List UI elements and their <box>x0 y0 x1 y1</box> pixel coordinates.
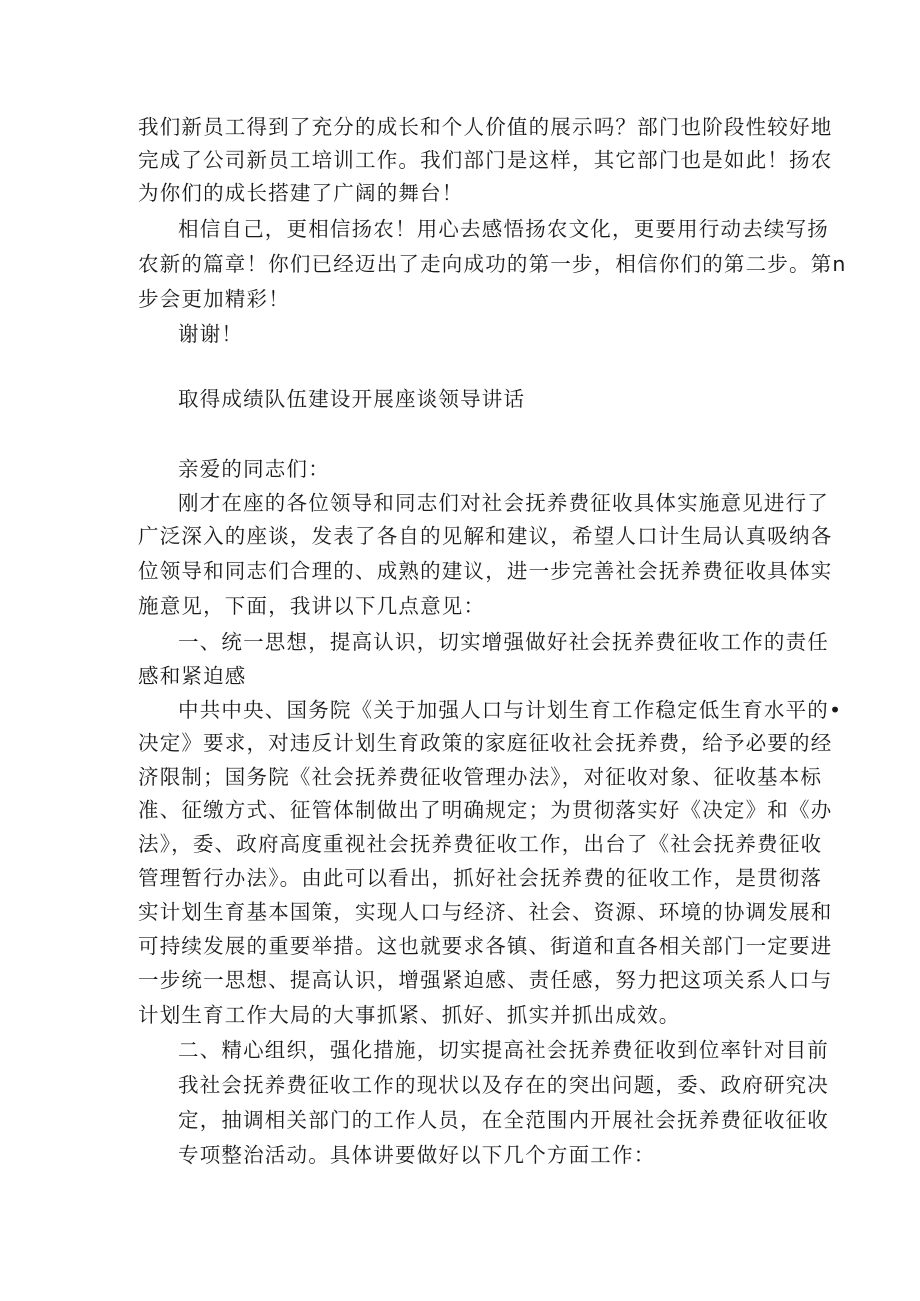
text-line: 位领导和同志们合理的、成熟的建议，进一步完善社会抚养费征收具体实 <box>138 559 833 583</box>
text-line: 济限制；国务院《社会抚养费征收管理办法》，对征收对象、征收基本标 <box>138 765 823 789</box>
text-line: 完成了公司新员工培训工作。我们部门是这样，其它部门也是如此！扬农 <box>138 148 833 172</box>
section-title: 取得成绩队伍建设开展座谈领导讲话 <box>178 387 526 411</box>
text-line: 施意见，下面，我讲以下几点意见： <box>138 594 486 618</box>
text-line: 定，抽调相关部门的工作人员，在全范围内开展社会抚养费征收征收 <box>178 1108 829 1132</box>
text-line: 专项整治活动。具体讲要做好以下几个方面工作： <box>178 1143 656 1167</box>
text-line: 为你们的成长搭建了广阔的舞台！ <box>138 181 464 205</box>
salutation: 亲爱的同志们： <box>178 457 330 481</box>
text-line: 广泛深入的座谈，发表了各自的见解和建议，希望人口计生局认真吸纳各 <box>138 524 833 548</box>
text-line: 感和紧迫感 <box>138 664 247 688</box>
text-line: 二、精心组织，强化措施，切实提高社会抚养费征收到位率针对目前 <box>178 1038 829 1062</box>
text-line: 农新的篇章！你们已经迈出了走向成功的第一步，相信你们的第二步。第n <box>138 252 847 276</box>
text-line: 我们新员工得到了充分的成长和个人价值的展示吗？部门也阶段性较好地 <box>138 115 833 139</box>
text-line: 一、统一思想，提高认识，切实增强做好社会抚养费征收工作的责任 <box>178 630 829 654</box>
text-line: 相信自己，更相信扬农！用心去感悟扬农文化，更要用行动去续写扬 <box>178 217 829 241</box>
text-line: 谢谢！ <box>178 322 244 346</box>
text-line: 决定》要求，对违反计划生育政策的家庭征收社会抚养费，给予必要的经 <box>138 731 833 755</box>
text-line: 我社会抚养费征收工作的现状以及存在的突出问题，委、政府研究决 <box>178 1073 829 1097</box>
text-line: 法》，委、政府高度重视社会抚养费征收工作，出台了《社会抚养费征收 <box>138 832 823 856</box>
text-line: 实计划生育基本国策，实现人口与经济、社会、资源、环境的协调发展和 <box>138 900 833 924</box>
text-line: 步会更加精彩！ <box>138 287 290 311</box>
text-line: 一步统一思想、提高认识，增强紧迫感、责任感，努力把这项关系人口与 <box>138 968 833 992</box>
text-line: 可持续发展的重要举措。这也就要求各镇、街道和直各相关部门一定要进 <box>138 934 833 958</box>
text-line: 计划生育工作大局的大事抓紧、抓好、抓实并抓出成效。 <box>138 1003 681 1027</box>
text-line: 刚才在座的各位领导和同志们对社会抚养费征收具体实施意见进行了 <box>178 491 829 515</box>
text-line: 准、征缴方式、征管体制做出了明确规定；为贯彻落实好《决定》和《办 <box>138 798 833 822</box>
text-line: 中共中央、国务院《关于加强人口与计划生育工作稳定低生育水平的• <box>178 698 843 722</box>
text-line: 管理暂行办法》。由此可以看出，抓好社会抚养费的征收工作，是贯彻落 <box>138 866 823 890</box>
